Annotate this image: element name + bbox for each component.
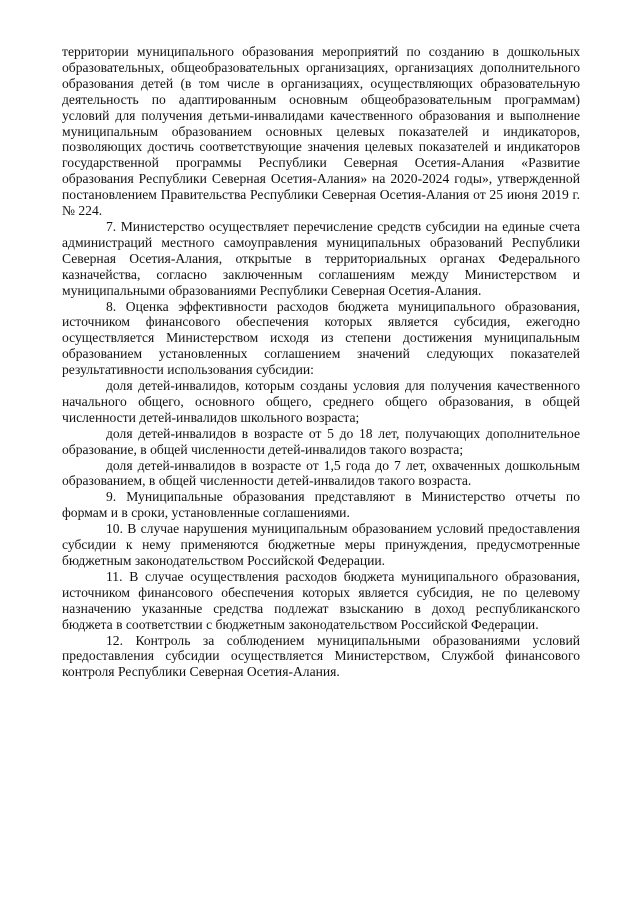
paragraph-7: 7. Министерство осуществляет перечисление средств субсидии на единые счета администраций местного самоуправления муниципальных образований Республики Северная Осетия-Алания, открытые в территориальных органах Федерального казначейства, согласно заключенным соглашениям между Министерством и муниципальными образованиями Республики Северная Осетия-Алания. — [62, 218, 580, 298]
indicator-item-1: доля детей-инвалидов, которым созданы условия для получения качественного начального общего, основного общего, среднего общего образования, в общей численности детей-инвалидов школьного возраста; — [62, 378, 580, 425]
document-body — [62, 44, 580, 680]
paragraph-12: 12. Контроль за соблюдением муниципальными образованиями условий предоставления субсидии осуществляется Министерством, Службой финансового контроля Республики Северная Осетия-Алания. — [62, 632, 580, 680]
indicator-item-2: доля детей-инвалидов в возрасте от 5 до 18 лет, получающих дополнительное образование, в общей численности детей-инвалидов такого возраста; — [62, 425, 580, 457]
paragraph-9: 9. Муниципальные образования представляют в Министерство отчеты по формам и в сроки, установленные соглашениями. — [62, 489, 580, 521]
paragraph-8: 8. Оценка эффективности расходов бюджета муниципального образования, источником финансового обеспечения которых является субсидия, ежегодно осуществляется Министерством исходя из степени достижения муниципальным образованием установленных соглашением значений следующих показателей результативности использования субсидии: — [62, 298, 580, 378]
paragraph-continuation: территории муниципального образования мероприятий по созданию в дошкольных образовательных, общеобразовательных организациях, организациях дополнительного образования детей (в том числе в организациях, осуществляющих образовательную деятельность по адаптированным основным общеобразовательным программам) условий для получения детьми-инвалидами качественного образования и выполнение муниципальным образованием основных целевых показателей и индикаторов, позволяющих достичь соответствующие значения целевых показателей и индикаторов государственной программы Республики Северная Осетия-Алания «Развитие образования Республики Северная Осетия-Алания» на 2020-2024 годы», утвержденной постановлением Правительства Республики Северная Осетия-Алания от 25 июня 2019 г. № 224. — [62, 44, 580, 219]
indicator-item-3: доля детей-инвалидов в возрасте от 1,5 года до 7 лет, охваченных дошкольным образованием, в общей численности детей-инвалидов такого возраста. — [62, 457, 580, 489]
paragraph-11: 11. В случае осуществления расходов бюджета муниципального образования, источником финансового обеспечения которых является субсидия, не по целевому назначению указанные средства подлежат взысканию в доход республиканского бюджета в соответствии с бюджетным законодательством Российской Федерации. — [62, 568, 580, 632]
paragraph-10: 10. В случае нарушения муниципальным образованием условий предоставления субсидии к нему применяются бюджетные меры принуждения, предусмотренные бюджетным законодательством Российской Федерации. — [62, 521, 580, 568]
